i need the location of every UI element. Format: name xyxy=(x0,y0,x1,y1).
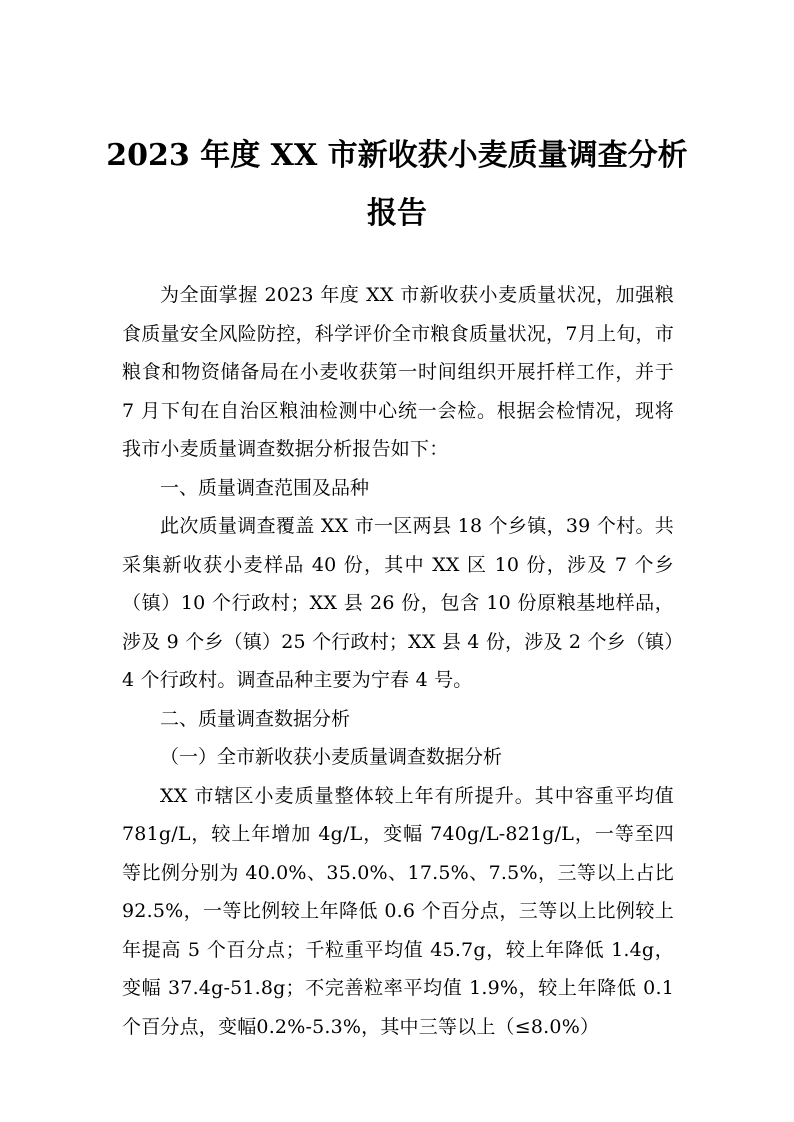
document-title-line-2: 报告 xyxy=(367,196,427,231)
section-1-paragraph: 此次质量调查覆盖 XX 市一区两县 18 个乡镇，39 个村。共采集新收获小麦样品 40 份，其中 XX 区 10 份，涉及 7 个乡（镇）10 个行政村；XX 县 26 份，包含 10 份原粮基地样品，涉及 9 个乡（镇）25 个行政村；XX 县 4 份，涉及 2 个乡（镇）4 个行政村。调查品种主要为宁春 4 号。 xyxy=(122,515,674,691)
intro-paragraph: 为全面掌握 2023 年度 XX 市新收获小麦质量状况，加强粮食质量安全风险防控，科学评价全市粮食质量状况，7月上旬，市粮食和物资储备局在小麦收获第一时间组织开展扦样工作，并于 7 月下旬在自治区粮油检测中心统一会检。根据会检情况，现将我市小麦质量调查数据分析报告如下： xyxy=(122,284,674,460)
section-1-heading: 一、质量调查范围及品种 xyxy=(160,476,370,499)
section-2-sub-1-paragraph: XX 市辖区小麦质量整体较上年有所提升。其中容重平均值 781g/L，较上年增加 4g/L，变幅 740g/L-821g/L，一等至四等比例分别为 40.0%、35.0%、17.5%、7.5%，三等以上占比 92.5%，一等比例较上年降低 0.6 个百分点，三等以上比例较上年提高 5 个百分点；千粒重平均值 45.7g，较上年降低 1.4g，变幅 37.4g-51.8g；不完善粒率平均值 1.9%，较上年降低 0.1 个百分点，变幅0.2%-5.3%，其中三等以上（≤8.0%） xyxy=(122,784,674,1038)
document-title-line-1: 2023 年度 XX 市新收获小麦质量调查分析 xyxy=(106,138,688,173)
section-2-subheading-1: （一）全市新收获小麦质量调查数据分析 xyxy=(160,746,503,768)
document-body xyxy=(122,276,674,1046)
section-2-heading: 二、质量调查数据分析 xyxy=(160,707,351,730)
